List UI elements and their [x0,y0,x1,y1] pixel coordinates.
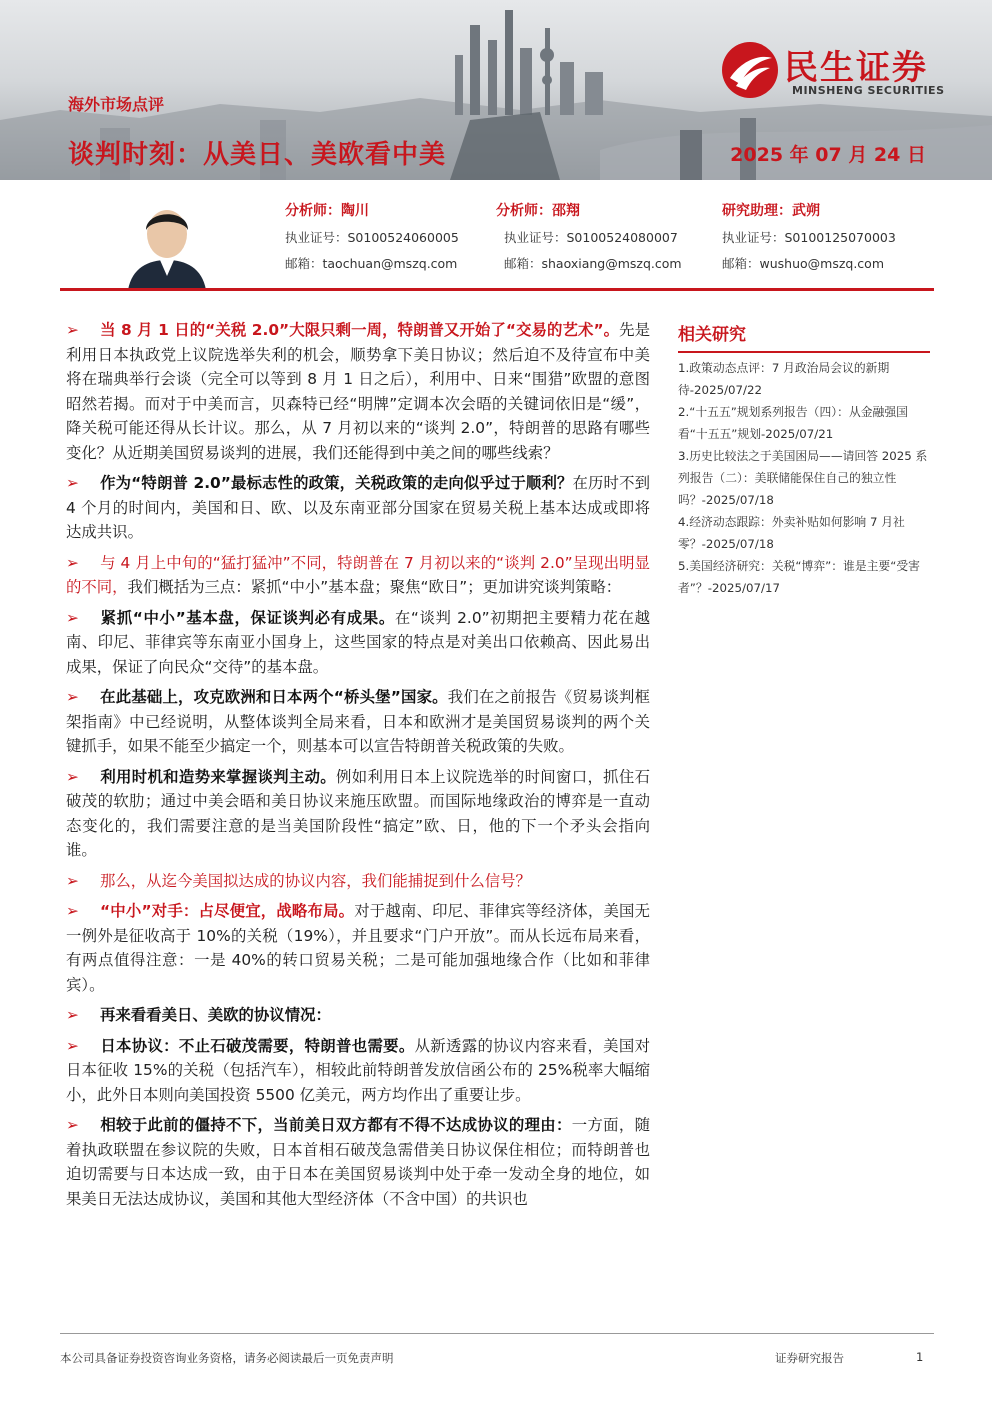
analyst-1-role: 分析师：陶川 [285,203,369,219]
footer-disclaimer: 本公司具备证券投资咨询业务资格，请务必阅读最后一页免责声明 [60,1351,394,1365]
paragraph-7 [66,869,650,894]
related-research-sidebar [678,320,930,599]
bullet-arrow-icon: ➢ [66,1036,79,1055]
paragraph-5-lead: 在此基础上，攻克欧洲和日本两个“桥头堡”国家。 [100,688,448,706]
paragraph-9 [66,1003,650,1028]
related-research-item[interactable]: 5.美国经济研究：关税“博弈”：谁是主要“受害者”？-2025/07/17 [678,559,920,595]
analyst-2-role: 分析师：邵翔 [496,203,580,219]
paragraph-10-text: 从新透露的协议内容来看，美国对日本征收 15%的关税（包括汽车），相较此前特朗普发放信函公布的 25%税率大幅缩小，此外日本则向美国投资 5500 亿美元，两方均作出了重要让步。 [66,1036,650,1104]
footer-report-type: 证券研究报告 [775,1351,844,1365]
related-research-item[interactable]: 1.政策动态点评：7 月政治局会议的新期待-2025/07/22 [678,361,890,397]
analyst-3-role: 研究助理：武朔 [722,203,820,219]
header-divider [60,288,934,291]
paragraph-5 [66,685,650,759]
paragraph-1-text: 先是利用日本执政党上议院选举失利的机会，顺势拿下美日协议；然后迫不及待宣布中美将在瑞典举行会谈（完全可以等到 8 月 1 日之后），利用中、日来“围猎”欧盟的意图昭然若揭。而对于中美而言，贝森特已经“明牌”定调本次会晤的关键词依旧是“缓”，降关税可能还得从长计议。那么，从 7 月初以来的“谈判 2.0”，特朗普的思路有哪些变化？从近期美国贸易谈判的进展，我们还能得到中美之间的哪些线索？ [66,321,650,462]
bullet-arrow-icon: ➢ [66,1116,79,1134]
paragraph-8 [66,899,650,997]
report-header [0,0,992,180]
paragraph-6-lead: 利用时机和造势来掌握谈判主动。 [100,767,337,786]
bullet-arrow-icon: ➢ [66,688,79,706]
page-number: 1 [916,1350,924,1364]
logo-english-text: MINSHENG SECURITIES [792,84,945,97]
paragraph-8-text: 对于越南、印尼、菲律宾等经济体，美国无一例外是征收高于 10%的关税（19%），并且要求“门户开放”。而从长远布局来看，有两点值得注意：一是 40%的转口贸易关税；二是可能加强地缘合作（比如和菲律宾）。 [66,902,650,994]
paragraph-3-text: 我们概括为三点：紧抓“中小”基本盘；聚焦“欧日”；更加讲究谈判策略： [127,578,622,596]
report-title: 谈判时刻：从美日、美欧看中美 [68,140,447,170]
paragraph-4-lead: 紧抓“中小”基本盘，保证谈判必有成果。 [100,608,395,627]
report-body [66,318,650,1217]
analyst-1-email[interactable]: 邮箱：taochuan@mszq.com [285,256,458,271]
paragraph-2-lead: 作为“特朗普 2.0”最标志性的政策，关税政策的走向似乎过于顺利？ [100,474,573,492]
footer-divider [60,1333,934,1334]
paragraph-2 [66,471,650,545]
brand-logo [720,40,960,100]
paragraph-10-lead: 日本协议：不止石破茂需要，特朗普也需要。 [100,1036,415,1055]
paragraph-6-text: 例如利用日本上议院选举的时间窗口，抓住石破茂的软肋；通过中美会晤和美日协议来施压欧盟。而国际地缘政治的博弈是一直动态变化的，我们需要注意的是当美国阶段性“搞定”欧、日，他的下一个矛头会指向谁。 [66,767,650,859]
analyst-3 [722,200,896,272]
analyst-3-email[interactable]: 邮箱：wushuo@mszq.com [722,256,885,271]
analyst-2-cert: 执业证号：S0100524080007 [504,230,678,245]
related-research-item[interactable]: 4.经济动态跟踪：外卖补贴如何影响 7 月社零？-2025/07/18 [678,515,905,551]
bullet-arrow-icon: ➢ [66,902,79,920]
paragraph-4-text: 在“谈判 2.0”初期把主要精力花在越南、印尼、菲律宾等东南亚小国身上，这些国家的特点是对美出口依赖高、因此易出成果，保证了向民众“交待”的基本盘。 [66,608,650,676]
paragraph-6 [66,765,650,863]
analyst-2-email[interactable]: 邮箱：shaoxiang@mszq.com [504,256,682,271]
paragraph-4 [66,606,650,680]
related-research-item[interactable]: 2.“十五五”规划系列报告（四）：从金融强国看“十五五”规划-2025/07/21 [678,405,908,441]
bullet-arrow-icon: ➢ [66,1006,79,1024]
bullet-arrow-icon: ➢ [66,553,79,572]
paragraph-8-lead: “中小”对手：占尽便宜，战略布局。 [100,902,355,920]
paragraph-1 [66,318,650,465]
paragraph-11-lead: 相较于此前的僵持不下，当前美日双方都有不得不达成协议的理由： [100,1116,572,1134]
paragraph-2-text: 在历时不到 4 个月的时间内，美国和日、欧、以及东南亚部分国家在贸易关税上基本达成或即将达成共识。 [66,474,650,541]
bullet-arrow-icon: ➢ [66,608,79,627]
analyst-1-cert: 执业证号：S0100524060005 [285,230,459,245]
report-date: 2025 年 07 月 24 日 [730,144,926,166]
analyst-2 [496,200,682,272]
paragraph-1-lead: 当 8 月 1 日的“关税 2.0”大限只剩一周，特朗普又开始了“交易的艺术”。 [100,321,620,339]
paragraph-9-lead: 再来看看美日、美欧的协议情况： [100,1006,331,1024]
report-category: 海外市场点评 [68,95,165,114]
sidebar-title: 相关研究 [678,320,930,353]
bullet-arrow-icon: ➢ [66,474,79,492]
bullet-arrow-icon: ➢ [66,767,79,786]
analyst-3-cert: 执业证号：S0100125070003 [722,230,896,245]
paragraph-5-text: 我们在之前报告《贸易谈判框架指南》中已经说明，从整体谈判全局来看，日本和欧洲才是美国贸易谈判的两个关键抓手，如果不能至少搞定一个，则基本可以宣告特朗普关税政策的失败。 [66,688,650,755]
minsheng-emblem-icon [720,40,780,100]
analyst-block [0,180,992,292]
paragraph-10 [66,1034,650,1108]
related-research-list [678,357,930,599]
related-research-item[interactable]: 3.历史比较法之于美国困局——请回答 2025 系列报告（二）：美联储能保住自己的独立性吗？-2025/07/18 [678,449,928,507]
paragraph-11-text: 一方面，随着执政联盟在参议院的失败，日本首相石破茂急需借美日协议保住相位；而特朗普也迫切需要与日本达成一致，由于日本在美国贸易谈判中处于牵一发动全身的地位，如果美日无法达成协议，美国和其他大型经济体（不含中国）的共识也 [66,1116,650,1208]
paragraph-3 [66,551,650,600]
analyst-1 [285,200,459,272]
bullet-arrow-icon: ➢ [66,871,79,890]
logo-chinese-text: 民生证券 [784,48,928,88]
bullet-arrow-icon: ➢ [66,321,79,339]
paragraph-11 [66,1113,650,1211]
analyst-avatar [124,190,210,290]
paragraph-3-lead: 与 4 月上中旬的“猛打猛冲”不同，特朗普在 7 月初以来的“谈判 2.0”呈现出明显的不同， [66,553,650,596]
paragraph-7-lead: 那么，从迄今美国拟达成的协议内容，我们能捕捉到什么信号？ [100,871,531,890]
